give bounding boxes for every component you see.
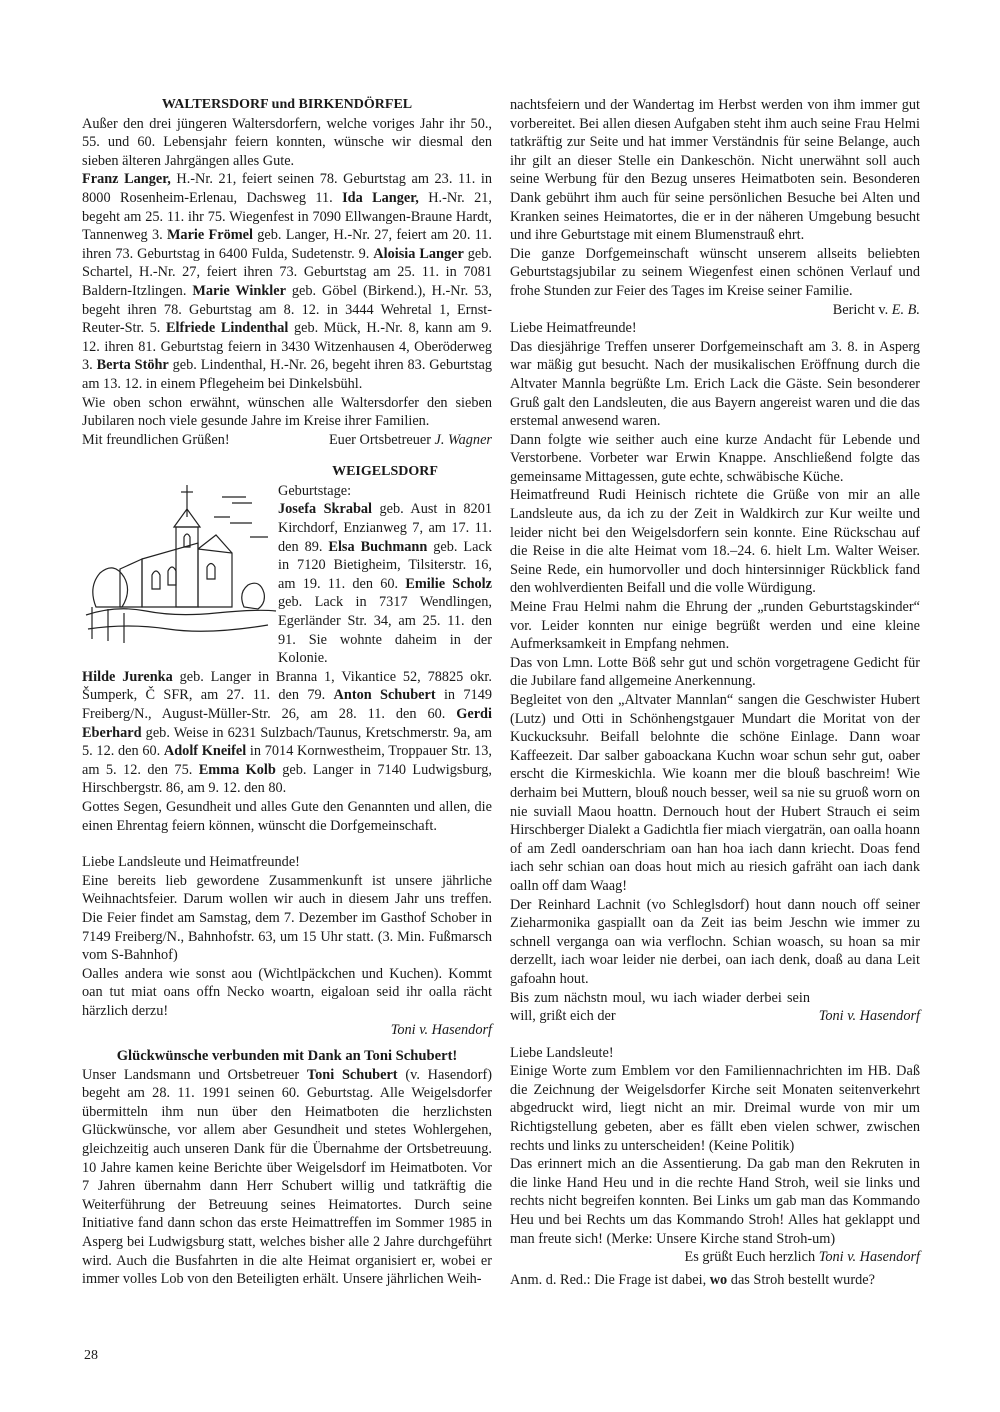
editor-note: Anm. d. Red.: Die Frage ist dabei, wo das Stroh bestellt wurde? xyxy=(510,1271,875,1288)
birthdays-label: Geburtstage: xyxy=(278,482,352,499)
lachnit-paragraph: Der Reinhard Lachnit (vo Schleglsdorf) hout dann nouch off seiner Zieharmonika gaspiallt oan da Zeit ias beim Jeschn wie immer zu schnell verganga oan wia verflochn. Schian woasch, su hoan sa mir derzellt, iach woar leider nie derbei, oan iach denk, doaß au dana Leit gafoahn hout. xyxy=(510,896,920,987)
wishes-paragraph: Wie oben schon erwähnt, wünschen alle Waltersdorfer den sieben Jubilaren noch viele gesunde Jahre im Kreise ihrer Familien. xyxy=(82,394,492,430)
dialect-paragraph: Oalles andera wie sonst aou (Wichtlpäckchen und Kuchen). Kommt oan tut miat oans offn Necko woartn, eigaloan seid ihr oalla rächt härzlich derzu! xyxy=(82,965,492,1019)
christmas-party-paragraph: Eine bereits lieb gewordene Zusammenkunft ist unsere jährliche Weihnachtsfeier. Darum wollen wir auch in diesem Jahr uns treffen. Die Feier findet am Samstag, dem 7. Dezember im Gasthof Schober in 7149 Freiberg/N., Bahnhofstr. 63, um 15 Uhr statt. (3. Min. Fußmarsch vom S-Bahnhof) xyxy=(82,872,492,964)
birthday-list-waltersdorf: Franz Langer, H.-Nr. 21, feiert seinen 78. Geburtstag am 23. 11. in 8000 Rosenheim-Erlenau, Dachsweg 11. Ida Langer, H.-Nr. 21, begeht am 25. 11. ihr 75. Wiegenfest in 7090 Ellwangen-Braune Hardt, Tannenweg 3. Marie Frömel geb. Langer, H.-Nr. 27, feiert am 20. 11. ihren 73. Geburtstag in 6400 Fulda, Sudetenstr. 9. Aloisia Langer geb. Schartel, H.-Nr. 27, feiert ihren 73. Geburtstag am 25. 11. in 7081 Baldern-Itzlingen. Marie Winkler geb. Göbel (Birkend.), H.-Nr. 53, begeht ihren 78. Geburtstag am 8. 12. in 3444 Wehretal 1, Ernst-Reuter-Str. 5. Elfriede Lindenthal geb. Mück, H.-Nr. 8, kann am 9. 12. ihren 81. Geburtstag feiern in 3430 Witzenhausen 4, Oberöderweg 3. Berta Stöhr geb. Lindenthal, H.-Nr. 26, begeht ihren 83. Geburtstag am 13. 12. in einem Pflegeheim bei Dinkelsbühl. xyxy=(82,171,493,392)
heinisch-paragraph: Heimatfreund Rudi Heinisch richtete die Grüße von mir an alle Landsleute aus, da ich zu der Zeit in Waldkirch zur Kur weilte und leider nicht bei den Weigelsdorfern sein konnte. Eine Rückschau auf die Reise in die alte Heimat vom 18.–24. 6. hielt Lm. Walter Weiser. Seine Rede, ein humorvoller und doch hintersinniger Rückblick fand den wohlverdienten Beifall und die volle Würdigung. xyxy=(510,487,920,597)
heading-weigelsdorf: WEIGELSDORF xyxy=(332,464,438,480)
congratulations-paragraph: Unser Landsmann und Ortsbetreuer Toni Schubert (v. Hasendorf) begeht am 28. 11. 1991 seinen 60. Geburtstag. Alle Weigelsdorfer übermitteln ihm nun über den Heimatboten die herzlichsten Glückwünsche, vor allem aber Gesundheit und stetes Wohlergehen, gleichzeitig auch unseren Dank für die Übernahme der Ortsbetreuung. 10 Jahre kamen keine Berichte über Weigelsdorf im Heimatboten. Vor 7 Jahren übernahm dann Herr Schubert willig und tatkräftig die Weiterführung der Betreuung seines Heimatortes. Durch seine Initiative fand dann schon das erste Heimattreffen im Sommer 1985 in Asperg bei Ludwigsburg statt, welches bisher alle 2 Jahre durchgeführt wird. Auch die Busfahrten in die alte Heimat organisiert er, wobei er immer volles Lob von den Beteiligten erhält. Unsere jährlichen Weih- xyxy=(82,1066,492,1288)
blessing-paragraph: Gottes Segen, Gesundheit und alles Gute den Genannten und allen, die einen Ehrentag feiern können, wünscht die Dorfgemeinschaft. xyxy=(82,798,492,834)
heading-waltersdorf: WALTERSDORF und BIRKENDÖRFEL xyxy=(161,97,413,112)
birthday-list-weigelsdorf-part1: Josefa Skrabal geb. Aust in 8201 Kirchdorf, Enzianweg 7, am 17. 11. den 89. Elsa Buchmann geb. Lack in 7120 Bietigheim, Tilsiterstr. 16, am 19. 11. den 60. Emilie Scholz geb. Lack in 7317 Wendlingen, Egerländer Str. 34, am 25. 11. den 91. Sie wohnte daheim in der Kolonie. xyxy=(278,501,492,667)
meeting-paragraph: Das diesjährige Treffen unserer Dorfgemeinschaft am 3. 8. in Asperg war mäßig gut besucht. Nach der musikalischen Eröffnung durch die Altvater Mannla begrüßte Lm. Erich Lack die Gäste. Sein besonderer Gruß galt den Landsleuten, die aus Bayern angereist waren und die das erstemal anwesend waren. xyxy=(510,338,920,430)
community-wishes-paragraph: Die ganze Dorfgemeinschaft wünscht unserem allseits beliebten Geburtstagsjubilar zu seinem Wiegenfest einen schönen Verlauf und frohe Stunden zur Feier des Tages im Kreise seiner Familie. xyxy=(510,245,920,299)
birthday-list-weigelsdorf-part2: Hilde Jurenka geb. Langer in Branna 1, Vikantice 52, 78825 okr. Šumperk, Č SFR, am 27. 11. den 79. Anton Schubert in 7149 Freiberg/N., August-Müller-Str. 26, am 28. 11. den 60. Gerdi Eberhard geb. Weise in 6231 Sulzbach/Taunus, Kretschmerstr. 9a, am 5. 12. den 60. Adolf Kneifel in 7014 Kornwestheim, Troppauer Str. 13, am 5. 12. den 75. Emma Kolb geb. Langer in 7140 Ludwigsburg, Hirschbergstr. 86, am 9. 12. den 80. xyxy=(82,668,493,797)
devotion-paragraph: Dann folgte wie seither auch eine kurze Andacht für Lebende und Verstorbene. Vorbeter war Erwin Knappe. Anschließend folgte das gemeinsame Mittagessen, gute echte, schwäbische Küche. xyxy=(510,431,920,485)
poem-paragraph: Das von Lmn. Lotte Böß sehr gut und schön vorgetragene Gedicht für die Jubilare fand allgemeine Anerkennung. xyxy=(510,654,920,690)
greeting-landsleute-2: Liebe Landsleute! xyxy=(510,1044,614,1061)
church-illustration xyxy=(82,457,278,645)
signature-wagner: Mit freundlichen Grüßen! Euer Ortsbetreuer J. Wagner xyxy=(82,431,492,448)
right-column xyxy=(510,96,920,1289)
emblem-paragraph: Einige Worte zum Emblem vor den Familiennachrichten im HB. Daß die Zeichnung der Weigelsdorfer Kirche seit Monaten seitenverkehrt abgedruckt wird, liegt nicht an mir. Dreimal wurde von mir um Richtigstellung gebeten, aber es fällt eben vielen schwer, zwischen rechts und links zu unterscheiden! (Keine Politik) xyxy=(510,1063,920,1154)
kuckucksuhr-paragraph: Begleitet von den „Altvater Mannlan“ sangen die Geschwister Hubert (Lutz) und Otti in Schönhengstgauer Mundart die Moritat von der Kuckucksuhr. Beifall belohnte die schöne Einlage. Dann woar Kaffeezeit. Dar salber gaboackana Kuchn woar schun sehr gut, oaber erscht die Kirmeskichla. Wie koann mer die blouß baschreim! Wie derhaim bei Muttern, blouß nouch besser, weil sa nie su gruoß worn on nie suviall Maou hoattn. Dernouch hout der Hubert Strauch ei seim Hirschberger Dialekt a Gadichtla fier miach viergaträn, oan oalla hoann of am Zedl oanderschriam oan han hoa iach dann kriecht. Doas fend iach sehr schian oan doas hout mich au riesich gafräht oan iach dank oalln off dam Waag! xyxy=(510,692,920,894)
continued-paragraph: nachtsfeiern und der Wandertag im Herbst werden von ihm immer gut vorbereitet. Bei allen diesen Aufgaben steht ihm auch seine Frau Helmi tatkräftig zur Seite und hat immer Verständnis für seine Belange, auch ihr gilt an dieser Stelle ein Dankeschön. Nicht unerwähnt soll auch seine Werbung für den Bezug unseres Heimatboten sein. Besonderen Dank gebührt ihm auch für seine persönlichen Besuche bei Alten und Kranken seines Heimatortes, die er in der näheren Umgebung besucht und ihre Geburtstage mit einem Blumenstrauß ehrt. xyxy=(510,97,920,244)
greeting-heimatfreunde: Liebe Heimatfreunde! xyxy=(510,320,637,337)
left-column xyxy=(82,96,492,1289)
helmi-paragraph: Meine Frau Helmi nahm die Ehrung der „runden Geburtstagskinder“ vor. Leider konnten nur einige begrüßt werden und eine kleine Aufmerksamkeit in Empfang nehmen. xyxy=(510,599,920,653)
heading-congratulations: Glückwünsche verbunden mit Dank an Toni Schubert! xyxy=(116,1048,458,1065)
page-number: 28 xyxy=(84,1348,98,1363)
greeting-landsleute: Liebe Landsleute und Heimatfreunde! xyxy=(82,854,300,871)
signature-hasendorf-2: Bis zum nächstn moul, wu iach wiader derbei sein will, grißt eich der Toni v. Hasendorf xyxy=(510,989,920,1025)
intro-paragraph: Außer den drei jüngeren Waltersdorfern, welche voriges Jahr ihr 50., 55. und 60. Lebensjahr feiern konnten, wünsche wir diesmal den sieben älteren Jahrgängen alles Gute. xyxy=(82,115,492,169)
assentierung-paragraph: Das erinnert mich an die Assentierung. Da gab man den Rekruten in die linke Hand Heu und in die rechte Hand Stroh, weil sie links und rechts nicht begreifen konnten. Bei Links um gab man das Kommando Heu und bei Rechts um das Kommando Stroh! Alles hat geklappt und man freute sich! (Merke: Unsere Kirche stand Stroh-um) xyxy=(510,1156,920,1247)
signature-hasendorf-1: Toni v. Hasendorf xyxy=(390,1021,492,1038)
weigelsdorf-section xyxy=(82,463,492,668)
signature-eb: Bericht v. E. B. xyxy=(832,301,920,318)
signature-hasendorf-3: Es grüßt Euch herzlich Toni v. Hasendorf xyxy=(684,1249,920,1266)
